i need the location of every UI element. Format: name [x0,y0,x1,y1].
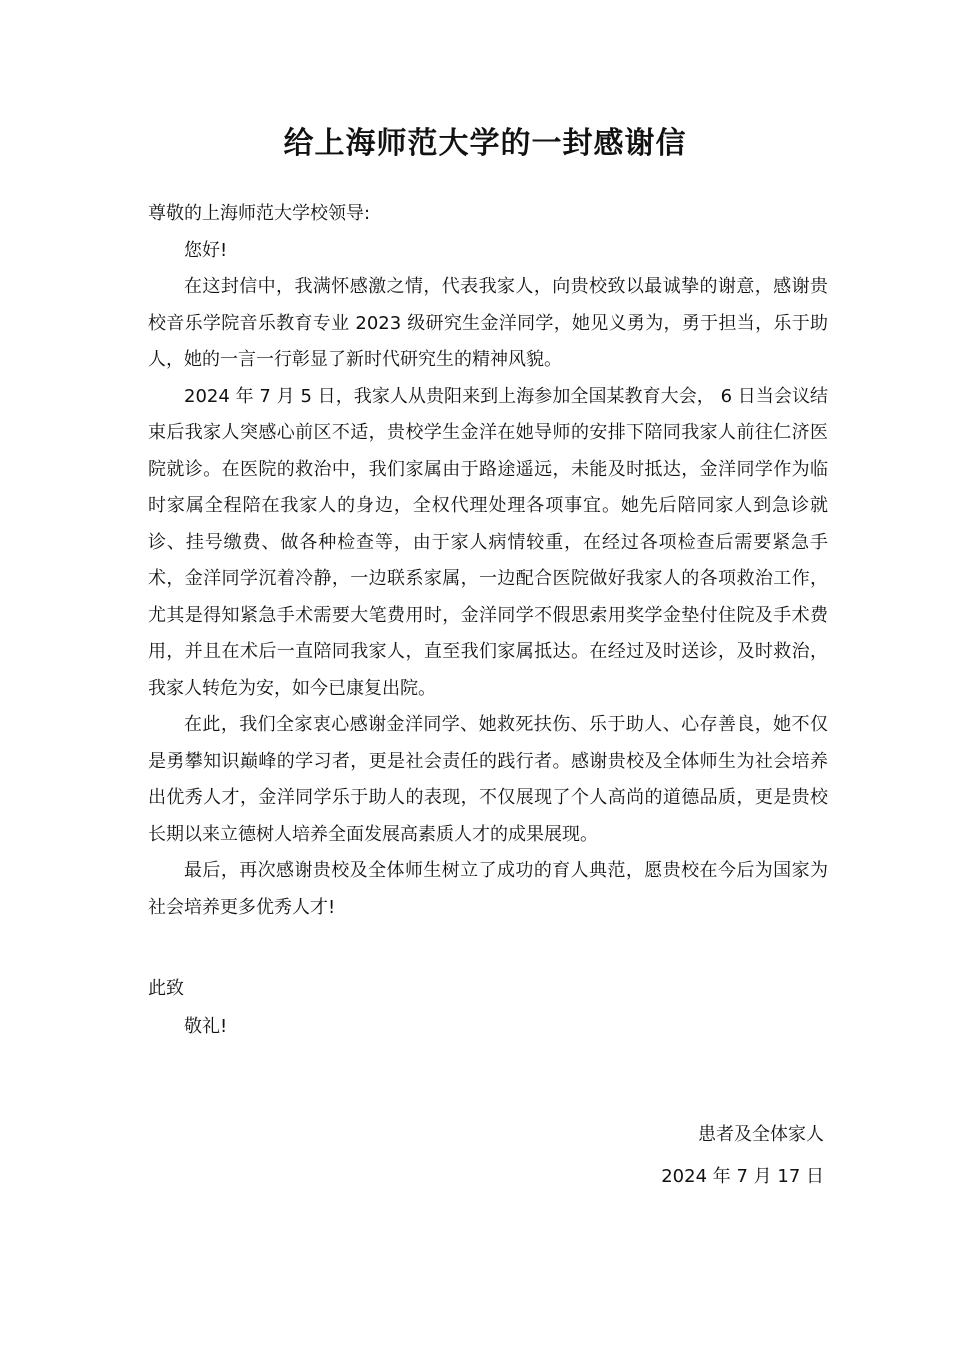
letter-closing [148,970,828,1046]
letter-title: 给上海师范大学的一封感谢信 [283,126,687,161]
letter-body [148,196,828,926]
signature-block [661,1114,824,1198]
closing-phrase: 此致 [148,978,184,999]
paragraph-1: 在这封信中，我满怀感激之情，代表我家人，向贵校致以最诚挚的谢意，感谢贵校音乐学院音乐教育专业 2023 级研究生金洋同学，她见义勇为，勇于担当，乐于助人，她的一言一行彰显了新时代研究生的精神风貌。 [148,276,828,370]
signature-name: 患者及全体家人 [698,1124,824,1145]
greeting: 您好! [184,239,228,261]
salutation: 尊敬的上海师范大学校领导: [148,203,371,224]
closing-salute: 敬礼! [184,1016,228,1037]
signature-date: 2024 年 7 月 17 日 [661,1166,824,1187]
paragraph-3: 在此，我们全家衷心感谢金洋同学、她救死扶伤、乐于助人、心存善良，她不仅是勇攀知识巅峰的学习者，更是社会责任的践行者。感谢贵校及全体师生为社会培养出优秀人才，金洋同学乐于助人的表现，不仅展现了个人高尚的道德品质，更是贵校长期以来立德树人培养全面发展高素质人才的成果展现。 [148,714,828,845]
paragraph-4: 最后，再次感谢贵校及全体师生树立了成功的育人典范，愿贵校在今后为国家为社会培养更多优秀人才! [148,860,828,918]
paragraph-2: 2024 年 7 月 5 日，我家人从贵阳来到上海参加全国某教育大会， 6 日当会议结束后我家人突感心前区不适，贵校学生金洋在她导师的安排下陪同我家人前往仁济医院就诊。在医院的救治中，我们家属由于路途遥远，未能及时抵达，金洋同学作为临时家属全程陪在我家人的身边，全权代理处理各项事宜。她先后陪同家人到急诊就诊、挂号缴费、做各种检查等，由于家人病情较重，在经过各项检查后需要紧急手术，金洋同学沉着冷静，一边联系家属，一边配合医院做好我家人的各项救治工作，尤其是得知紧急手术需要大笔费用时，金洋同学不假思索用奖学金垫付住院及手术费用，并且在术后一直陪同我家人，直至我们家属抵达。在经过及时送诊，及时救治，我家人转危为安，如今已康复出院。 [148,385,828,699]
